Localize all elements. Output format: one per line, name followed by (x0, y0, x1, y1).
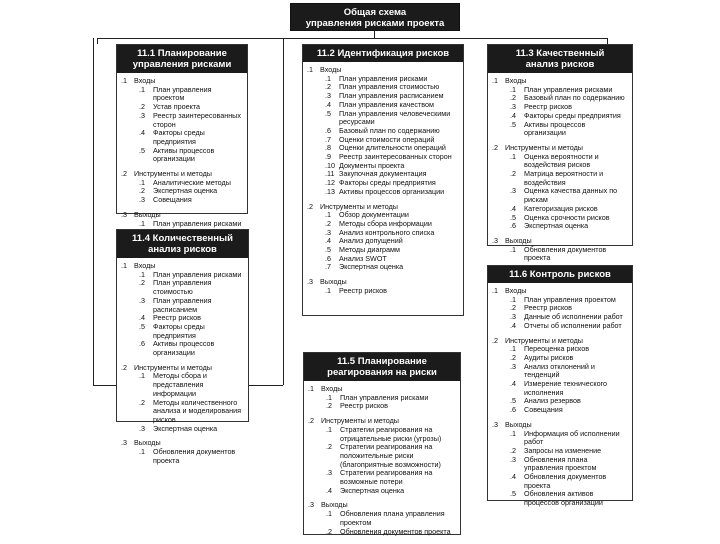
item-text: Активы процессов организации (153, 339, 215, 358)
item-text: План управления рисками (340, 392, 429, 402)
item-number: .10 (325, 160, 335, 170)
item-number: .4 (139, 128, 145, 138)
item-text: Реестр заинтересованных сторон (153, 110, 241, 129)
item-text: Экспертная оценка (524, 221, 589, 231)
process-box-header (303, 45, 463, 62)
section-number: .3 (121, 209, 127, 219)
item-number: .3 (139, 110, 145, 120)
item-number: .2 (139, 278, 145, 288)
process-box-title-line: 11.6 Контроль рисков (509, 269, 611, 280)
item-number: .2 (325, 218, 331, 228)
item-number: .4 (325, 99, 331, 109)
item-text: План управления проектом (524, 294, 616, 304)
item-number: .3 (510, 186, 516, 196)
item-text: Экспертная оценка (340, 485, 405, 495)
item-number: .2 (325, 82, 331, 92)
list-item (308, 510, 456, 527)
process-box-11-6 (487, 265, 633, 508)
item-text: Оценки длительности операций (339, 143, 446, 153)
list-item (121, 297, 244, 314)
process-section (307, 278, 459, 295)
list-item (492, 222, 628, 231)
list-item (492, 121, 628, 138)
list-item (492, 406, 628, 415)
item-number: .1 (139, 84, 145, 94)
item-number: .2 (510, 169, 516, 179)
process-box-body (117, 258, 248, 473)
item-text: Активы процессов организации (339, 186, 445, 196)
process-box-header (488, 266, 632, 283)
list-item (308, 487, 456, 496)
process-section (121, 170, 243, 205)
section-number: .3 (492, 419, 498, 429)
process-box-title-line: анализ рисков (525, 59, 595, 70)
section-number: .1 (121, 261, 127, 270)
section-title-text: Входы (505, 76, 527, 85)
item-text: Документы проекта (339, 160, 405, 170)
item-number: .1 (139, 218, 145, 228)
item-text: Информация об исполнении работ (524, 428, 620, 447)
section-number: .1 (121, 76, 127, 85)
list-item (492, 490, 628, 507)
connector-line (283, 38, 284, 385)
item-number: .5 (325, 108, 331, 118)
item-text: Анализ допущений (339, 236, 403, 246)
item-text: Анализ отклонений и тенденций (524, 361, 595, 380)
item-text: Реестр рисков (524, 102, 572, 112)
item-number: .1 (326, 509, 332, 519)
item-number: .1 (326, 424, 332, 434)
item-text: Обновления документов проекта (524, 244, 607, 263)
item-number: .3 (510, 361, 516, 371)
item-number: .3 (139, 295, 145, 305)
list-item (308, 426, 456, 443)
item-number: .1 (510, 84, 516, 94)
item-text: Базовый план по содержанию (339, 125, 440, 135)
process-box-body (304, 381, 460, 544)
list-item (121, 372, 244, 398)
item-text: Аналитические методы (153, 177, 231, 187)
item-text: Реестр рисков (340, 401, 388, 411)
process-box-header (117, 45, 247, 73)
item-text: Обновления документов проекта (524, 472, 607, 490)
item-number: .7 (325, 134, 331, 144)
item-number: .5 (510, 396, 516, 406)
item-text: Аудиты рисков (524, 352, 574, 362)
list-item (308, 528, 456, 537)
process-section (121, 262, 244, 358)
item-number: .1 (139, 371, 145, 381)
item-text: Обновления документов проекта (153, 447, 236, 465)
item-text: Оценка вероятности и воздействия рисков (524, 151, 599, 170)
section-title-text: Инструменты и методы (321, 416, 399, 426)
item-text: Оценки стоимости операций (339, 134, 435, 144)
item-number: .1 (325, 285, 331, 295)
item-text: Факторы среды предприятия (153, 128, 205, 146)
item-number: .6 (510, 405, 516, 415)
process-box-title-line: анализ рисков (148, 244, 217, 255)
item-text: Активы процессов организации (524, 119, 586, 138)
item-text: Устав проекта (153, 102, 201, 112)
connector-line (93, 38, 94, 385)
process-section (492, 237, 628, 263)
item-text: Реестр рисков (524, 303, 572, 313)
item-number: .4 (325, 236, 331, 246)
item-number: .4 (510, 110, 516, 120)
item-text: Методы сбора информации (339, 218, 432, 228)
item-text: Обновления плана управления проектом (524, 454, 597, 473)
section-title-text: Выходы (134, 438, 161, 448)
list-item (492, 430, 628, 447)
process-section (492, 337, 628, 415)
process-box-body (117, 73, 247, 236)
list-item (308, 402, 456, 411)
item-number: .2 (326, 401, 332, 411)
item-text: Запросы на изменение (524, 445, 602, 455)
section-number: .2 (307, 201, 313, 211)
list-item (121, 340, 244, 357)
item-text: Обновления плана управления проектом (340, 509, 445, 527)
item-text: Измерение технического исполнения (524, 379, 608, 397)
item-number: .3 (325, 91, 331, 101)
item-number: .1 (510, 151, 516, 161)
list-item (121, 399, 244, 425)
item-text: План управления стоимостью (339, 82, 440, 92)
item-number: .1 (326, 392, 332, 402)
item-text: План управления расписанием (339, 91, 444, 101)
list-item (492, 363, 628, 380)
item-text: План управления рисками (524, 84, 613, 94)
diagram-title-line: управления рисками проекта (305, 18, 445, 29)
section-title-text: Инструменты и методы (505, 142, 583, 152)
section-number: .2 (121, 169, 127, 179)
item-number: .3 (510, 312, 516, 322)
item-number: .1 (510, 294, 516, 304)
item-number: .5 (139, 321, 145, 331)
item-text: Стратегии реагирования на отрицательные риски (угрозы) (340, 424, 442, 443)
item-text: План управления расписанием (153, 295, 212, 314)
process-box-title-line: управления рисками (132, 59, 232, 70)
item-number: .4 (326, 485, 332, 495)
item-text: План управления рисками (153, 218, 242, 228)
item-text: План управления стоимостью (153, 278, 212, 297)
item-number: .13 (325, 186, 335, 196)
list-item (121, 279, 244, 296)
item-text: Экспертная оценка (153, 423, 218, 433)
section-title-text: Входы (505, 286, 527, 295)
item-number: .12 (325, 178, 335, 188)
section-number: .3 (307, 277, 313, 287)
item-text: Совещания (153, 195, 192, 205)
list-item (121, 86, 243, 103)
item-text: Категоризация рисков (524, 203, 598, 213)
item-number: .2 (510, 352, 516, 362)
process-section (308, 385, 456, 411)
item-text: План управления человеческими ресурсами (339, 108, 451, 127)
item-text: Базовый план по содержанию (524, 93, 625, 103)
item-number: .6 (139, 339, 145, 349)
item-text: Реестр рисков (153, 313, 201, 323)
section-title-text: Выходы (320, 277, 347, 287)
list-item (492, 170, 628, 187)
section-title-text: Инструменты и методы (134, 169, 212, 179)
item-text: Оценка срочности рисков (524, 212, 610, 222)
item-text: Данные об исполнении работ (524, 312, 623, 322)
section-number: .3 (492, 235, 498, 245)
process-section (492, 421, 628, 508)
section-number: .3 (308, 500, 314, 510)
item-number: .5 (139, 145, 145, 155)
item-text: Стратегии реагирования на положительные риски (благоприятные возможности) (340, 442, 441, 469)
item-text: Реестр заинтересованных сторон (339, 152, 452, 162)
process-box-body (303, 62, 463, 304)
item-text: Анализ SWOT (339, 253, 387, 263)
item-text: Методы сбора и представления информации (153, 371, 207, 398)
process-box-body (488, 73, 632, 271)
process-section (492, 144, 628, 231)
item-text: Совещания (524, 405, 563, 415)
item-number: .4 (510, 472, 516, 482)
item-number: .2 (510, 445, 516, 455)
list-item (307, 110, 459, 127)
process-section (121, 77, 243, 164)
item-number: .4 (510, 320, 516, 330)
item-text: Анализ контрольного списка (339, 227, 435, 237)
list-item (307, 263, 459, 272)
section-title-text: Входы (320, 65, 342, 74)
item-number: .3 (510, 454, 516, 464)
section-number: .1 (492, 76, 498, 85)
item-text: Обновления активов процессов организации (524, 489, 603, 508)
item-number: .1 (510, 344, 516, 354)
item-number: .11 (325, 169, 335, 179)
process-box-11-2 (302, 44, 464, 316)
process-box-11-1 (116, 44, 248, 228)
section-title-text: Выходы (321, 500, 348, 510)
item-number: .3 (326, 468, 332, 478)
list-item (121, 220, 243, 229)
item-text: План управления качеством (339, 99, 434, 109)
list-item (492, 473, 628, 490)
item-number: .2 (510, 93, 516, 103)
list-item (307, 188, 459, 197)
item-text: Обзор документации (339, 210, 409, 220)
section-title-text: Выходы (505, 419, 532, 429)
item-number: .2 (139, 102, 145, 112)
section-title-text: Выходы (505, 235, 532, 245)
item-text: Переоценка рисков (524, 344, 590, 354)
connector-line (97, 38, 98, 44)
item-number: .3 (325, 227, 331, 237)
item-number: .1 (139, 177, 145, 187)
list-item (121, 196, 243, 205)
list-item (492, 322, 628, 331)
list-item (121, 448, 244, 465)
list-item (492, 246, 628, 263)
process-section (121, 211, 243, 228)
process-section (308, 501, 456, 536)
section-number: .2 (492, 142, 498, 152)
item-number: .2 (139, 397, 145, 407)
list-item (121, 323, 244, 340)
item-text: Матрица вероятности и воздействия (524, 169, 604, 187)
section-number: .1 (492, 286, 498, 295)
process-box-title-line: реагирования на риски (327, 367, 437, 378)
process-section (492, 287, 628, 331)
item-number: .5 (510, 212, 516, 222)
process-box-header (488, 45, 632, 73)
list-item (307, 287, 459, 296)
list-item (308, 443, 456, 469)
item-number: .8 (325, 143, 331, 153)
item-text: Методы количественного анализа и моделирования рисков (153, 397, 242, 424)
section-number: .1 (308, 384, 314, 393)
process-section (121, 364, 244, 434)
section-title-text: Входы (134, 76, 156, 85)
item-number: .6 (510, 221, 516, 231)
process-box-title-line: 11.1 Планирование (137, 48, 227, 59)
item-number: .1 (139, 447, 145, 457)
diagram-title (290, 3, 460, 31)
item-number: .6 (325, 253, 331, 263)
process-section (492, 77, 628, 138)
item-text: Анализ резервов (524, 396, 581, 406)
item-number: .2 (326, 526, 332, 536)
process-box-11-3 (487, 44, 633, 263)
item-number: .1 (139, 269, 145, 279)
list-item (308, 469, 456, 486)
item-number: .7 (325, 262, 331, 272)
item-number: .4 (510, 203, 516, 213)
item-number: .3 (510, 102, 516, 112)
item-number: .5 (325, 245, 331, 255)
item-number: .4 (139, 313, 145, 323)
process-box-header (304, 353, 460, 381)
item-text: План управления рисками (153, 269, 242, 279)
list-item (121, 129, 243, 146)
item-number: .5 (510, 119, 516, 129)
section-title-text: Выходы (134, 209, 161, 219)
item-text: Закупочная документация (339, 169, 427, 179)
diagram-title-line: Общая схема (343, 7, 407, 18)
item-text: Стратегии реагирования на возможные потери (340, 468, 433, 487)
section-number: .2 (492, 335, 498, 345)
process-box-title-line: 11.3 Качественный (515, 48, 605, 59)
item-text: Оценка качества данных по рискам (524, 186, 618, 205)
process-box-title-line: 11.2 Идентификация рисков (316, 48, 450, 59)
item-text: Экспертная оценка (339, 262, 404, 272)
section-title-text: Входы (134, 261, 156, 270)
connector-line (97, 38, 608, 39)
section-number: .3 (121, 438, 127, 448)
item-text: План управления рисками (339, 73, 428, 83)
item-number: .6 (325, 125, 331, 135)
item-number: .9 (325, 152, 331, 162)
item-text: Методы диаграмм (339, 245, 400, 255)
item-number: .3 (139, 195, 145, 205)
section-number: .2 (121, 362, 127, 372)
process-box-11-5 (303, 352, 461, 535)
item-text: Обновления документов проекта (340, 526, 451, 536)
list-item (492, 456, 628, 473)
section-title-text: Инструменты и методы (320, 201, 398, 211)
process-box-body (488, 283, 632, 516)
list-item (492, 380, 628, 397)
item-number: .1 (325, 73, 331, 83)
section-number: .1 (307, 65, 313, 74)
item-number: .1 (510, 244, 516, 254)
list-item (492, 153, 628, 170)
section-number: .2 (308, 416, 314, 426)
item-number: .5 (510, 489, 516, 499)
process-section (308, 417, 456, 495)
item-number: .4 (510, 379, 516, 389)
item-text: Активы процессов организации (153, 145, 215, 164)
item-text: Факторы среды предприятия (153, 321, 205, 340)
item-text: Реестр рисков (339, 285, 387, 295)
item-text: Факторы среды предприятия (524, 110, 621, 120)
list-item (121, 147, 243, 164)
list-item (121, 425, 244, 434)
process-section (307, 203, 459, 273)
item-number: .3 (139, 423, 145, 433)
process-section (121, 439, 244, 465)
item-text: План управления проектом (153, 84, 212, 103)
section-title-text: Инструменты и методы (134, 362, 212, 372)
process-box-title-line: 11.4 Количественный (132, 233, 233, 244)
item-text: Факторы среды предприятия (339, 178, 436, 188)
process-section (307, 66, 459, 197)
item-number: .1 (510, 428, 516, 438)
item-number: .2 (326, 442, 332, 452)
section-title-text: Входы (321, 384, 343, 393)
list-item (121, 112, 243, 129)
process-box-11-4 (116, 229, 249, 465)
list-item (492, 187, 628, 204)
item-text: Экспертная оценка (153, 186, 218, 196)
item-number: .2 (510, 303, 516, 313)
section-title-text: Инструменты и методы (505, 335, 583, 345)
item-number: .2 (139, 186, 145, 196)
item-number: .1 (325, 210, 331, 220)
item-text: Отчеты об исполнении работ (524, 320, 622, 330)
process-box-header (117, 230, 248, 258)
process-box-title-line: 11.5 Планирование (337, 356, 427, 367)
